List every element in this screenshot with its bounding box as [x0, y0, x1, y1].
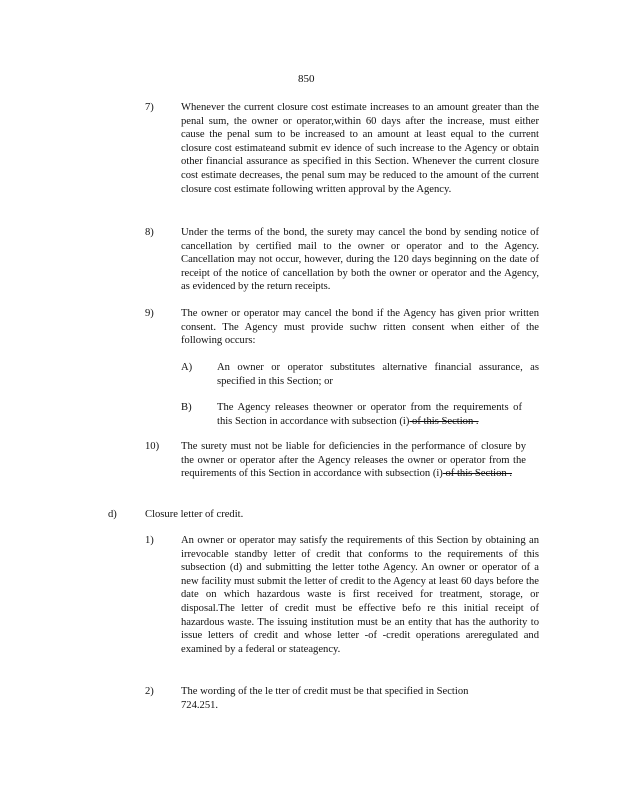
paragraph-8-text: Under the terms of the bond, the surety may cancel the bond by sending notice of cancellation by certified mail to the owner or operator and to the Agency. Cancellation may not occur, however, during the 120 days beginning on the date of receipt of the notice of cancellation by both the owner or operator and the Agency, as evidenced by the return receipts. — [181, 227, 539, 293]
paragraph-7-text: Whenever the current closure cost estimate increases to an amount greater than the penal sum, the owner or operator,within 60 days after the increase, must either cause the penal sum to be increased to an amount at least equal to the current closure cost estimateand submit ev idence of such increase to the Agency or obtain other financial assurance as specified in this Section. Whenever the current closure cost estimate decreases, the penal sum may be reduced to the amount of the current closure cost estimate following written approval by the Agency. — [181, 102, 539, 195]
subparagraph-b-text-block — [217, 401, 522, 428]
subparagraph-a-text: An owner or operator substitutes alternative financial assurance, as specified in this Section; or — [217, 362, 539, 387]
paragraph-9-label: 9) — [145, 308, 154, 319]
section-d-paragraph-2-label: 2) — [145, 686, 154, 697]
paragraph-10-text: The surety must not be liable for deficiencies in the performance of closure by the owner or operator after the Agency releases the owner or operator from the requirements of this Section in accordance with subsection (i) — [181, 441, 526, 480]
section-d-paragraph-2-text: The wording of the le tter of credit must be that specified in Section 724.251. — [181, 686, 469, 711]
paragraph-10-deleted-text: of this Section . — [442, 468, 512, 480]
page-number: 850 — [298, 73, 315, 85]
section-d-paragraph-1-text: An owner or operator may satisfy the requirements of this Section by obtaining an irrevocable standby letter of credit that conforms to the requirements of this subsection (d) and submitting the letter tothe Agency. An owner or operator of a new facility must submit the letter of credit to the Agency at least 60 days before the date on which hazardous waste is first received for treatment, storage, or disposal.The letter of credit must be effective befo re this initial receipt of hazardous waste. The issuing institution must be an entity that has the authority to issue letters of credit and whose letter -of -credit operations areregulated and examined by a federal or stateagency. — [181, 535, 539, 655]
subparagraph-a-label: A) — [181, 362, 193, 373]
subparagraph-b-text: The Agency releases theowner or operator from the requirements of this Section in accordance with subsection (i) — [217, 402, 522, 427]
paragraph-9-text: The owner or operator may cancel the bond if the Agency has given prior written consent. The Agency must provide suchw ritten consent when either of the following occurs: — [181, 308, 539, 347]
paragraph-10-text-block — [181, 440, 526, 481]
section-d-paragraph-1-label: 1) — [145, 535, 154, 546]
subparagraph-b-deleted-text: of this Section . — [409, 415, 479, 427]
section-d-heading: Closure letter of credit. — [145, 509, 244, 520]
paragraph-8-label: 8) — [145, 227, 154, 238]
subparagraph-b-label: B) — [181, 402, 192, 413]
paragraph-7-label: 7) — [145, 102, 154, 113]
section-d-label: d) — [108, 509, 117, 520]
paragraph-10-label: 10) — [145, 441, 160, 452]
